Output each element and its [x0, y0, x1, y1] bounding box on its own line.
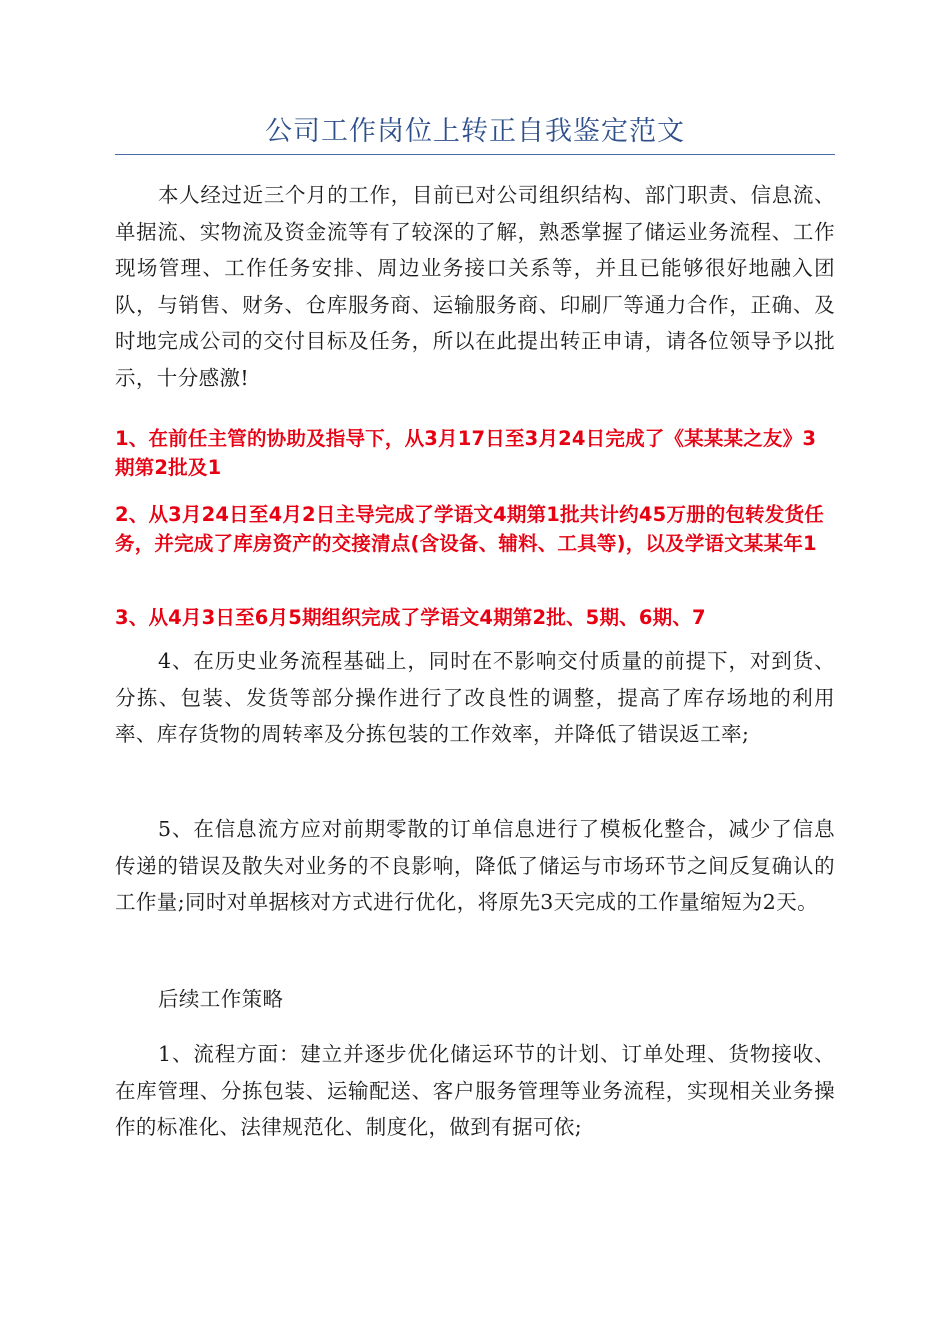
highlight-item-3: 3、从4月3日至6月5期组织完成了学语文4期第2批、5期、6期、7	[115, 606, 706, 629]
highlight-item-2: 2、从3月24日至4月2日主导完成了学语文4期第1批共计约45万册的包转发货任务，并完成了库房资产的交接清点(含设备、辅料、工具等)，以及学语文某某年1	[115, 503, 824, 555]
item-5-paragraph: 5、在信息流方应对前期零散的订单信息进行了模板化整合，减少了信息传递的错误及散失对业务的不良影响，降低了储运与市场环节之间反复确认的工作量;同时对单据核对方式进行优化，将原先3天完成的工作量缩短为2天。	[115, 817, 835, 914]
plan-1-paragraph: 1、流程方面：建立并逐步优化储运环节的计划、订单处理、货物接收、在库管理、分拣包装、运输配送、客户服务管理等业务流程，实现相关业务操作的标准化、法律规范化、制度化，做到有据可依;	[115, 1042, 835, 1139]
document-title: 公司工作岗位上转正自我鉴定范文	[265, 116, 685, 147]
section-heading: 后续工作策略	[158, 987, 284, 1011]
intro-paragraph: 本人经过近三个月的工作，目前已对公司组织结构、部门职责、信息流、单据流、实物流及资金流等有了较深的了解，熟悉掌握了储运业务流程、工作现场管理、工作任务安排、周边业务接口关系等，并且已能够很好地融入团队，与销售、财务、仓库服务商、运输服务商、印刷厂等通力合作，正确、及时地完成公司的交付目标及任务，所以在此提出转正申请，请各位领导予以批示，十分感激!	[115, 183, 835, 390]
title-underline	[115, 154, 835, 155]
item-4-paragraph: 4、在历史业务流程基础上，同时在不影响交付质量的前提下，对到货、分拣、包装、发货等部分操作进行了改良性的调整，提高了库存场地的利用率、库存货物的周转率及分拣包装的工作效率，并降低了错误返工率;	[115, 649, 835, 746]
highlight-item-1: 1、在前任主管的协助及指导下，从3月17日至3月24日完成了《某某某之友》3期第2批及1	[115, 427, 817, 479]
